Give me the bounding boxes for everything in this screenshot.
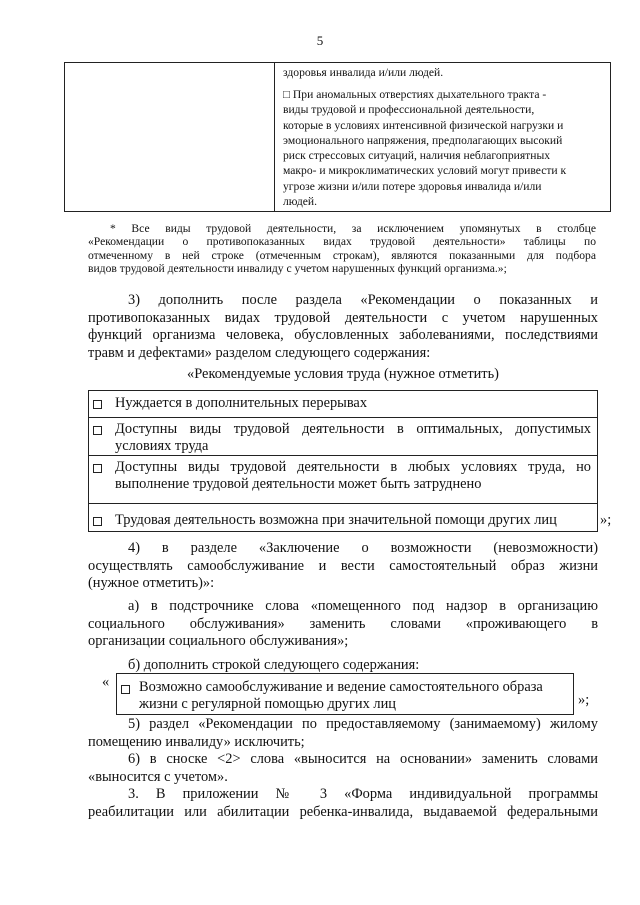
table-item-line: риск стрессовых ситуаций, наличия неблагоприятных [283,149,551,163]
para-line: (нужное отметить)»: [88,575,215,592]
table-item-line: людей. [283,195,318,209]
recommended-conditions-table [88,390,598,532]
condition-text: Доступны виды трудовой деятельности в оптимальных, допустимых условиях труда [115,421,591,454]
table-column-divider [274,63,275,211]
paragraph-7 [88,786,598,821]
para-line: противопоказанных видах трудовой деятельности с учетом нарушенных [88,309,598,326]
opening-quote: « [102,674,110,690]
paragraph-3 [88,292,598,362]
para-line: 6) в сноске <2> слова «выносится на основании» заменить словами [128,751,598,767]
table-cell-line: здоровья инвалида и/или людей. [283,66,444,79]
table-item-line: которые в условиях интенсивной физической нагрузки и [283,118,564,132]
para-line: социального обслуживания» заменить словами «проживающего в [88,615,598,632]
closing-quote: »; [600,512,612,528]
checkbox-icon: □ [283,88,291,101]
paragraph-4a [88,598,598,651]
checkbox-icon[interactable] [121,685,130,694]
para-line: помещению инвалиду» исключить; [88,733,305,750]
contraindications-table-fragment [64,62,611,212]
para-line: функций организма человека, обусловленных заболеваниями, последствиями [88,327,598,344]
paragraph-4b: б) дополнить строкой следующего содержания: [128,657,420,673]
condition-text: Нуждается в дополнительных перерывах [115,395,368,411]
footnote-line: «Рекомендации о противопоказанных видах трудовой деятельности» таблицы по [88,235,596,249]
table-item-line: □ При аномальных отверстиях дыхательного тракта - [283,88,547,101]
table-item-line: эмоционального напряжения, предполагающих высокий [283,133,563,147]
para-line: травм и дефектами» разделом следующего содержания: [88,344,431,361]
para-line: организации социального обслуживания»; [88,633,349,650]
para-line: 3. В приложении № 3 «Форма индивидуальной программы [128,786,598,802]
para-line: реабилитации или абилитации ребенка-инвалида, выдаваемой федеральными [88,803,598,820]
para-line: осуществлять самообслуживание и вести самостоятельный образ жизни [88,557,598,574]
checkbox-icon[interactable] [93,426,102,435]
para-line: 4) в разделе «Заключение о возможности (невозможности) [128,540,598,556]
table-item-line: угрозе жизни и/или потере здоровья инвалида и/или [283,179,542,193]
paragraph-5 [88,716,598,751]
paragraph-4 [88,540,598,593]
table-item-line: виды трудовой и профессиональной деятельности, [283,103,535,117]
checkbox-icon[interactable] [93,400,102,409]
table-cell-item [283,87,602,209]
para-line: а) в подстрочнике слова «помещенного под надзор в организацию [128,598,598,614]
self-care-row [116,673,574,715]
checkbox-icon[interactable] [93,464,102,473]
closing-quote: »; [578,692,590,708]
paragraph-6 [88,751,598,786]
conditions-title: «Рекомендуемые условия труда (нужное отметить) [187,366,499,382]
footnote-line: * Все виды трудовой деятельности, за исключением упомянутых в столбце [110,222,596,235]
footnote-line: отмеченному в ней строке (отмеченным строкам), являются показанными для подбора [88,248,596,262]
condition-text: Доступны виды трудовой деятельности в любых условиях труда, но выполнение трудовой деятельности может быть затруднено [115,459,591,492]
para-line: 5) раздел «Рекомендации по предоставляемому (занимаемому) жилому [128,716,598,732]
para-line: 3) дополнить после раздела «Рекомендации о показанных и [128,292,598,308]
page-number: 5 [316,33,324,48]
table-item-line: макро- и микроклиматических условий могут привести к [283,164,567,178]
footnote [88,222,596,276]
condition-row [89,391,597,417]
condition-row [89,417,597,456]
condition-row [89,455,597,504]
checkbox-icon[interactable] [93,517,102,526]
condition-row [89,503,597,534]
para-line: «выносится с учетом». [88,768,228,785]
footnote-line: видов трудовой деятельности инвалиду с учетом нарушенных функций организма.»; [88,262,507,276]
condition-text: Трудовая деятельность возможна при значительной помощи других лиц [115,512,557,528]
self-care-text: Возможно самообслуживание и ведение самостоятельного образа жизни с регулярной помощью других лиц [139,679,543,712]
